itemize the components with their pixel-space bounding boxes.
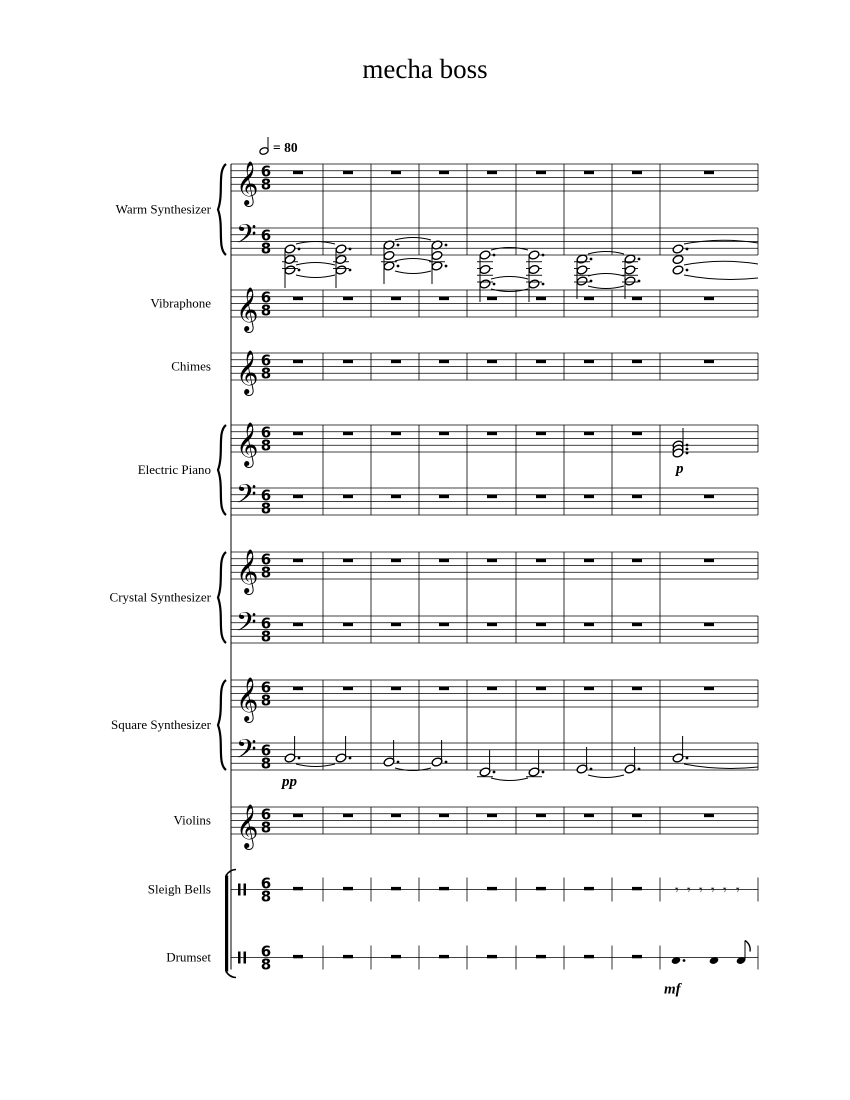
- whole-rest: [704, 360, 714, 363]
- augmentation-dot: [298, 248, 301, 251]
- whole-rest: [632, 297, 642, 300]
- tie: [395, 271, 431, 274]
- bass-clef-icon: 𝄢: [236, 478, 257, 516]
- augmentation-dot: [298, 269, 301, 272]
- augmentation-dot: [445, 761, 448, 764]
- notehead: [576, 265, 588, 275]
- percussion-clef-icon: [244, 884, 247, 896]
- whole-rest: [584, 687, 594, 690]
- instrument-label: Drumset: [166, 949, 211, 965]
- notehead: [383, 261, 395, 271]
- notehead: [431, 261, 443, 271]
- whole-rest: [632, 623, 642, 626]
- whole-rest: [487, 887, 497, 890]
- whole-rest: [584, 814, 594, 817]
- whole-rest: [584, 360, 594, 363]
- augmentation-dot: [349, 757, 352, 760]
- tie: [684, 275, 758, 279]
- whole-rest: [293, 360, 303, 363]
- notehead: [576, 276, 588, 286]
- whole-rest: [343, 687, 353, 690]
- whole-rest: [487, 955, 497, 958]
- whole-rest: [487, 623, 497, 626]
- tie: [588, 286, 624, 289]
- score-title: mecha boss: [362, 54, 488, 84]
- whole-rest: [391, 623, 401, 626]
- instrument-label: Crystal Synthesizer: [109, 589, 211, 605]
- whole-rest: [536, 432, 546, 435]
- tie: [684, 764, 758, 768]
- tie: [684, 240, 758, 244]
- instrument-label: Warm Synthesizer: [115, 201, 211, 217]
- whole-rest: [584, 559, 594, 562]
- treble-clef-icon: 𝄞: [236, 287, 259, 331]
- whole-rest: [536, 687, 546, 690]
- time-signature-bottom: 8: [260, 563, 272, 582]
- whole-rest: [487, 297, 497, 300]
- tie: [684, 261, 758, 265]
- time-signature-top: 6: [260, 805, 272, 824]
- percussion-clef-icon: [238, 884, 241, 896]
- augmentation-dot: [686, 448, 689, 451]
- time-signature-top: 6: [260, 874, 272, 893]
- whole-rest: [632, 887, 642, 890]
- time-signature-bottom: 8: [260, 499, 272, 518]
- whole-rest: [439, 495, 449, 498]
- whole-rest: [293, 171, 303, 174]
- whole-rest: [536, 171, 546, 174]
- instrument-label: Violins: [173, 812, 211, 828]
- augmentation-dot: [298, 757, 301, 760]
- augmentation-dot: [542, 771, 545, 774]
- whole-rest: [536, 955, 546, 958]
- tie: [588, 274, 624, 277]
- percussion-clef-icon: [238, 952, 241, 964]
- time-signature-bottom: 8: [260, 175, 272, 194]
- notehead: [431, 250, 443, 260]
- eighth-rest-icon: 𝄾: [736, 882, 740, 899]
- time-signature-bottom: 8: [260, 754, 272, 773]
- augmentation-dot: [686, 269, 689, 272]
- treble-clef-icon: 𝄞: [236, 677, 259, 721]
- eighth-rest-icon: 𝄾: [723, 882, 727, 899]
- warm-synth-brace: [218, 164, 226, 255]
- augmentation-dot: [638, 258, 641, 261]
- time-signature-bottom: 8: [260, 818, 272, 837]
- whole-rest: [391, 495, 401, 498]
- notehead: [672, 265, 684, 275]
- notes-layer: [280, 171, 758, 998]
- time-signature-top: 6: [260, 226, 272, 245]
- whole-rest: [584, 297, 594, 300]
- whole-rest: [343, 495, 353, 498]
- whole-rest: [293, 495, 303, 498]
- bracket-hook: [226, 972, 236, 978]
- percussion-bracket: [225, 876, 228, 972]
- treble-clef-icon: 𝄞: [236, 161, 259, 205]
- augmentation-dot: [445, 265, 448, 268]
- augmentation-dot: [493, 254, 496, 257]
- tie: [296, 275, 335, 278]
- instrument-labels: [110, 202, 212, 965]
- whole-rest: [632, 814, 642, 817]
- instrument-label: Square Synthesizer: [110, 717, 211, 732]
- notehead: [479, 264, 491, 274]
- whole-rest: [343, 432, 353, 435]
- time-signature-bottom: 8: [260, 436, 272, 455]
- time-signature-top: 6: [260, 678, 272, 697]
- augmentation-dot: [638, 280, 641, 283]
- time-signature-bottom: 8: [260, 301, 272, 320]
- percussion-clef-icon: [244, 952, 247, 964]
- whole-rest: [584, 432, 594, 435]
- whole-rest: [487, 360, 497, 363]
- augmentation-dot: [638, 768, 641, 771]
- eighth-rest-icon: 𝄾: [675, 882, 679, 899]
- whole-rest: [632, 495, 642, 498]
- tie: [395, 259, 431, 262]
- whole-rest: [293, 887, 303, 890]
- staff-8: [231, 677, 758, 723]
- time-signature-bottom: 8: [260, 364, 272, 383]
- whole-rest: [391, 297, 401, 300]
- staff-2: [231, 287, 758, 333]
- whole-rest: [536, 814, 546, 817]
- crystal-synth-brace: [218, 552, 226, 643]
- whole-rest: [343, 887, 353, 890]
- whole-rest: [704, 297, 714, 300]
- whole-rest: [704, 559, 714, 562]
- treble-clef-icon: 𝄞: [236, 422, 259, 466]
- time-signature-top: 6: [260, 288, 272, 307]
- whole-rest: [584, 171, 594, 174]
- tie: [296, 764, 335, 767]
- whole-rest: [293, 955, 303, 958]
- whole-rest: [439, 171, 449, 174]
- eighth-rest-icon: 𝄾: [711, 882, 715, 899]
- whole-rest: [704, 171, 714, 174]
- time-signature-bottom: 8: [260, 691, 272, 710]
- treble-clef-icon: 𝄞: [236, 549, 259, 593]
- whole-rest: [391, 814, 401, 817]
- augmentation-dot: [686, 452, 689, 455]
- whole-rest: [584, 955, 594, 958]
- notehead: [335, 265, 347, 275]
- whole-rest: [343, 814, 353, 817]
- augmentation-dot: [397, 265, 400, 268]
- whole-rest: [343, 360, 353, 363]
- whole-rest: [704, 814, 714, 817]
- whole-rest: [632, 171, 642, 174]
- notehead: [284, 254, 296, 264]
- whole-rest: [536, 559, 546, 562]
- whole-rest: [536, 623, 546, 626]
- whole-rest: [293, 814, 303, 817]
- time-signature-bottom: 8: [260, 627, 272, 646]
- augmentation-dot: [493, 771, 496, 774]
- notehead: [284, 265, 296, 275]
- notehead: [528, 264, 540, 274]
- augmentation-dot: [590, 258, 593, 261]
- whole-rest: [632, 360, 642, 363]
- time-signature-top: 6: [260, 942, 272, 961]
- augmentation-dot: [683, 959, 686, 962]
- augmentation-dot: [349, 269, 352, 272]
- augmentation-dot: [686, 757, 689, 760]
- whole-rest: [391, 171, 401, 174]
- whole-rest: [632, 687, 642, 690]
- augmentation-dot: [686, 444, 689, 447]
- notehead: [672, 244, 684, 254]
- whole-rest: [439, 887, 449, 890]
- whole-rest: [343, 955, 353, 958]
- whole-rest: [439, 432, 449, 435]
- staff-3: [231, 350, 758, 396]
- notehead: [624, 265, 636, 275]
- notehead: [335, 244, 347, 254]
- augmentation-dot: [590, 768, 593, 771]
- whole-rest: [487, 495, 497, 498]
- time-signature-top: 6: [260, 614, 272, 633]
- instrument-label: Vibraphone: [150, 295, 211, 311]
- notehead: [528, 279, 540, 289]
- whole-rest: [632, 955, 642, 958]
- whole-rest: [439, 814, 449, 817]
- whole-rest: [584, 495, 594, 498]
- eighth-rest-icon: 𝄾: [699, 882, 703, 899]
- whole-rest: [536, 297, 546, 300]
- whole-rest: [293, 687, 303, 690]
- dynamic-square-synth: pp: [282, 774, 297, 790]
- whole-rest: [487, 432, 497, 435]
- whole-rest: [584, 623, 594, 626]
- augmentation-dot: [590, 280, 593, 283]
- tempo-value: = 80: [273, 140, 298, 155]
- notehead: [383, 250, 395, 260]
- whole-rest: [391, 887, 401, 890]
- notehead: [479, 279, 491, 289]
- tie: [588, 252, 624, 255]
- whole-rest: [439, 297, 449, 300]
- tie: [588, 775, 624, 778]
- whole-rest: [343, 171, 353, 174]
- whole-rest: [487, 687, 497, 690]
- dynamic-electric-piano: p: [676, 461, 684, 477]
- augmentation-dot: [397, 761, 400, 764]
- notehead: [624, 276, 636, 286]
- whole-rest: [704, 687, 714, 690]
- tie: [296, 263, 335, 266]
- tie: [491, 277, 528, 280]
- time-signature-top: 6: [260, 351, 272, 370]
- notehead: [479, 250, 491, 260]
- augmentation-dot: [445, 244, 448, 247]
- note-flag: [745, 941, 750, 952]
- augmentation-dot: [397, 244, 400, 247]
- whole-rest: [536, 360, 546, 363]
- augmentation-dot: [686, 248, 689, 251]
- augmentation-dot: [542, 254, 545, 257]
- treble-clef-icon: 𝄞: [236, 350, 259, 394]
- whole-rest: [439, 559, 449, 562]
- whole-rest: [343, 297, 353, 300]
- whole-rest: [343, 559, 353, 562]
- whole-rest: [391, 559, 401, 562]
- whole-rest: [293, 623, 303, 626]
- bass-clef-icon: 𝄢: [236, 218, 257, 256]
- bass-clef-icon: 𝄢: [236, 733, 257, 771]
- eighth-rest-icon: 𝄾: [687, 882, 691, 899]
- whole-rest: [439, 623, 449, 626]
- whole-rest: [391, 687, 401, 690]
- time-signature-bottom: 8: [260, 887, 272, 906]
- whole-rest: [487, 559, 497, 562]
- instrument-label: Chimes: [171, 358, 211, 374]
- staff-6: [231, 549, 758, 595]
- whole-rest: [391, 360, 401, 363]
- whole-rest: [632, 432, 642, 435]
- whole-rest: [536, 495, 546, 498]
- whole-rest: [584, 887, 594, 890]
- whole-rest: [293, 559, 303, 562]
- staff-10: [231, 804, 758, 850]
- bass-clef-icon: 𝄢: [236, 606, 257, 644]
- whole-rest: [439, 955, 449, 958]
- notehead: [672, 254, 684, 264]
- dynamic-drumset: mf: [664, 981, 681, 998]
- whole-rest: [536, 887, 546, 890]
- whole-rest: [487, 171, 497, 174]
- electric-piano-brace: [218, 425, 226, 515]
- time-signature-top: 6: [260, 550, 272, 569]
- tie: [491, 778, 528, 781]
- time-signature-top: 6: [260, 423, 272, 442]
- time-signature-top: 6: [260, 741, 272, 760]
- whole-rest: [632, 559, 642, 562]
- time-signature-bottom: 8: [260, 955, 272, 974]
- augmentation-dot: [493, 283, 496, 286]
- whole-rest: [343, 623, 353, 626]
- treble-clef-icon: 𝄞: [236, 804, 259, 848]
- whole-rest: [704, 495, 714, 498]
- augmentation-dot: [542, 283, 545, 286]
- whole-rest: [391, 955, 401, 958]
- whole-rest: [439, 687, 449, 690]
- whole-rest: [439, 360, 449, 363]
- whole-rest: [391, 432, 401, 435]
- time-signature-top: 6: [260, 162, 272, 181]
- instrument-label: Electric Piano: [137, 462, 211, 477]
- staff-0: [231, 161, 758, 207]
- time-signature-bottom: 8: [260, 239, 272, 258]
- notehead: [284, 244, 296, 254]
- tie: [395, 238, 431, 241]
- whole-rest: [293, 297, 303, 300]
- whole-rest: [293, 432, 303, 435]
- notehead: [528, 250, 540, 260]
- tempo-marking: [259, 137, 298, 155]
- whole-rest: [704, 623, 714, 626]
- time-signature-top: 6: [260, 486, 272, 505]
- square-synth-brace: [218, 680, 226, 770]
- whole-rest: [487, 814, 497, 817]
- notehead: [335, 254, 347, 264]
- augmentation-dot: [349, 248, 352, 251]
- instrument-label: Sleigh Bells: [147, 881, 211, 897]
